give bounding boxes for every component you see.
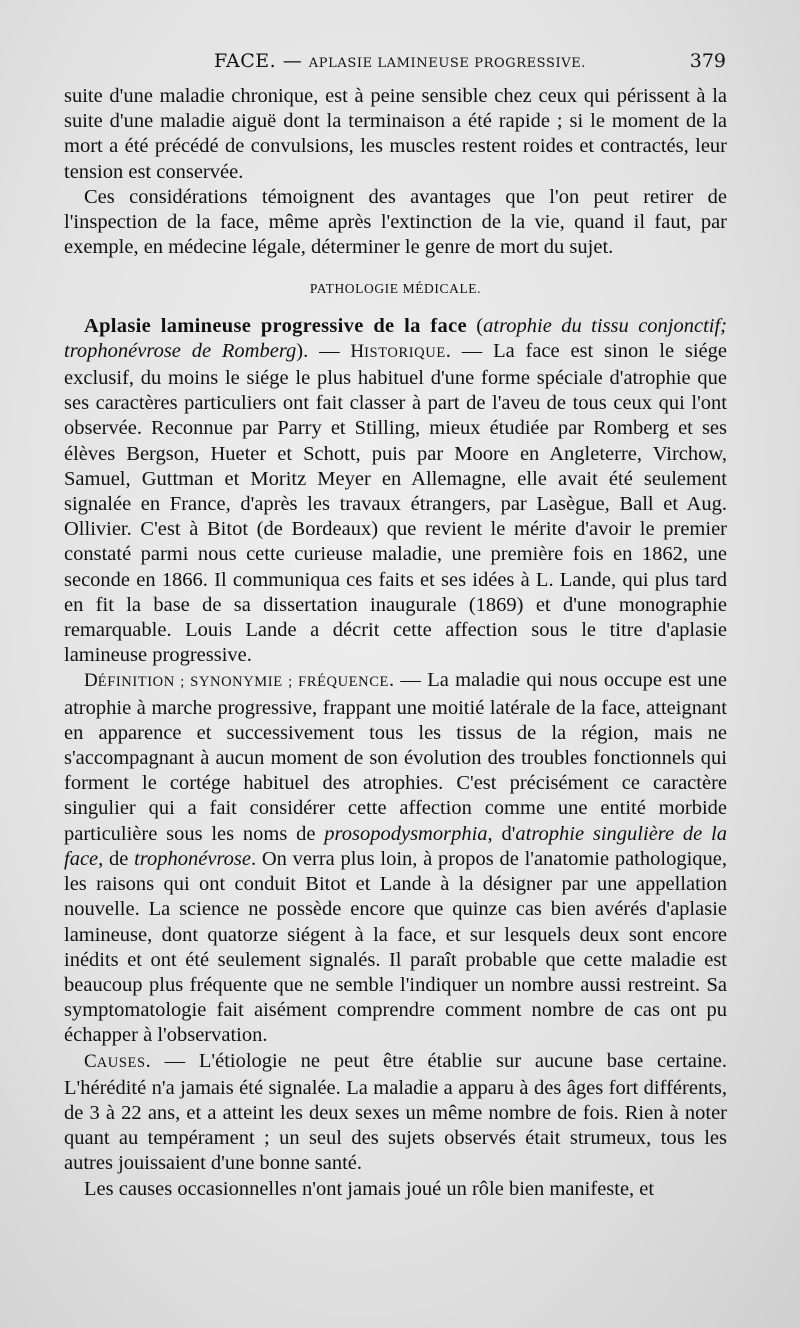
causes-label: AUSES xyxy=(96,1054,146,1071)
term-trophonevrose: trophonévrose xyxy=(134,847,251,870)
running-head-dash: — xyxy=(282,50,303,72)
running-head xyxy=(214,50,586,72)
causes-cap: C xyxy=(84,1050,97,1072)
definition-label: ÉFINITION ; SYNONYMIE ; FRÉQUENCE xyxy=(97,674,389,691)
entry-paren-close: ). — xyxy=(296,339,351,362)
entry-title: Aplasie lamineuse progressive de la face xyxy=(84,314,467,337)
paragraph-considerations: Ces considérations témoignent des avantages que l'on peut retirer de l'inspection de la face, même après l'extinction de la vie, quand il faut, par exemple, en médecine légale, déterminer le genre de mort du sujet. xyxy=(64,185,727,259)
paragraph-entry xyxy=(64,314,727,669)
historique-cap: H xyxy=(350,340,365,362)
entry-paren-open: ( xyxy=(466,314,484,337)
section-heading: PATHOLOGIE MÉDICALE. xyxy=(309,281,482,297)
running-head-word: FACE. xyxy=(214,50,277,72)
paragraph-definition xyxy=(64,668,727,1048)
definition-dash: . — xyxy=(388,669,428,692)
paragraph-continuation: suite d'une maladie chronique, est à peine sensible chez ceux qui périssent à la suite d'une maladie aiguë dont la terminaison a été rapide ; si le moment de la mort a été précédé de convulsions, les muscles restent roides et contractés, leur tension est conservée. xyxy=(64,85,727,183)
causes-body: L'étiologie ne peut être établie sur aucune base certaine. L'hérédité n'a jamais été signalée. La maladie a apparu à des âges fort différents, de 3 à 22 ans, et a atteint les deux sexes un même nombre de fois. Rien à noter quant au tempérament ; un seul des sujets observés était strumeux, tous les autres jouissaient d'une bonne santé. xyxy=(64,1049,727,1175)
historique-body: La face est sinon le siége exclusif, du moins le siége le plus habituel d'une forme spéciale d'atrophie que ses caractères particuliers ont fait classer à part de l'aveu de tous ceux qui l'ont observée. Reconnue par Parry et Stilling, mieux étudiée par Romberg et ses élèves Bergson, Hueter et Schott, puis par Moore en Angleterre, Virchow, Samuel, Guttman et Moritz Meyer en Allemagne, elle avait été seulement signalée en France, d'après les travaux étrangers, par Lasègue, Ball et Aug. Ollivier. C'est à Bitot (de Bordeaux) que revient le mérite d'avoir le premier constaté parmi nous cette curieuse maladie, une première fois en 1862, une seconde en 1866. Il communiqua ces faits et ses idées à L. Lande, qui plus tard en fit la base de sa dissertation inaugurale (1869) et d'une monographie remarquable. Louis Lande a décrit cette affection sous le titre d'aplasie lamineuse progressive. xyxy=(64,339,728,667)
term-prosopodysmorphia: prosopodysmorphia xyxy=(324,822,488,845)
historique-dash: . — xyxy=(445,339,494,362)
term-atrophie-singuliere: atrophie singulière de la face xyxy=(64,822,727,870)
definition-cap: D xyxy=(84,670,98,692)
body-text xyxy=(64,84,727,1202)
paragraph-occasional-causes: Les causes occasionnelles n'ont jamais joué un rôle bien manifeste, et xyxy=(84,1177,655,1200)
running-head-title: APLASIE LAMINEUSE PROGRESSIVE. xyxy=(308,56,587,71)
definition-body-b: . On verra plus loin, à propos de l'anatomie pathologique, les raisons qui ont conduit Bitot et Lande à la désigner par une appellation nouvelle. La science ne possède encore que quinze cas bien avérés d'aplasie lamineuse, dont quatorze siégent à la face, et sur lesquels deux sont encore inédits et ont été seulement signalés. Il paraît probable que cette maladie est beaucoup plus fréquente que ne semble l'indiquer un nombre aussi restreint. Sa symptomatologie fait aisément comprendre comment nombre de cas ont pu échapper à l'observation. xyxy=(64,847,727,1047)
causes-dash: . — xyxy=(145,1049,199,1072)
historique-label: ISTORIQUE xyxy=(364,344,446,361)
paragraph-causes xyxy=(64,1049,727,1177)
definition-body-a: La maladie qui nous occupe est une atrophie à marche progressive, frappant une moitié latérale de la face, atteignant en apparence et successivement tous les tissus de la région, mais ne s'accompagnant à aucun moment de son évolution des troubles fonctionnels qui forment le cortége habituel des atrophies. C'est précisément ce caractère singulier qui a fait considérer cette affection comme une entité morbide particulière sous les noms de xyxy=(64,669,727,845)
definition-sep-1: , d' xyxy=(487,822,516,845)
definition-sep-2: , de xyxy=(98,847,135,870)
entry-synonyms: atrophie du tissu conjonctif; trophonévrose de Romberg xyxy=(64,314,728,362)
page-header xyxy=(64,50,726,80)
page-number: 379 xyxy=(689,50,726,72)
